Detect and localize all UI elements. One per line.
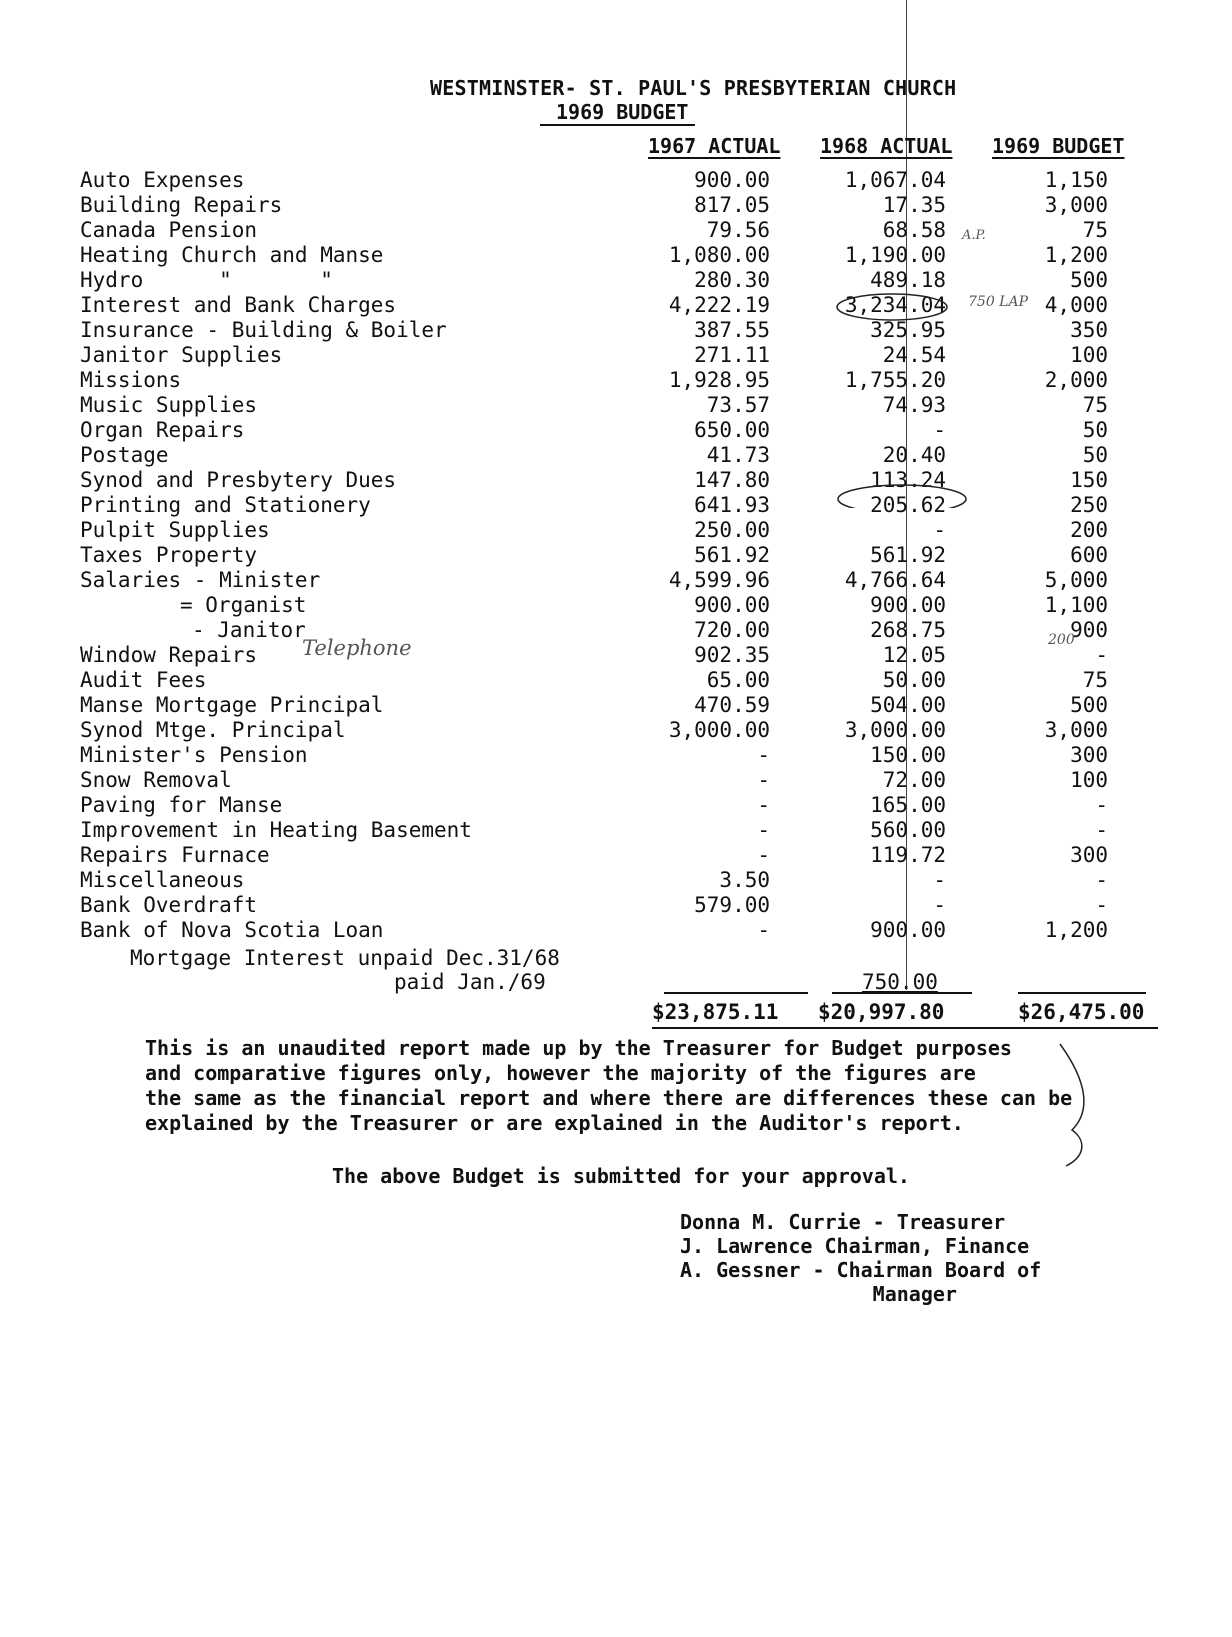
value-1968: 17.35	[882, 193, 946, 217]
value-1968: 268.75	[870, 618, 946, 642]
handwritten-200: 200	[1048, 632, 1075, 648]
table-row	[0, 518, 1232, 543]
value-1967: 1,928.95	[668, 368, 770, 392]
value-1968: 325.95	[870, 318, 946, 342]
value-1967: 65.00	[706, 668, 770, 692]
value-1969: 500	[1070, 693, 1108, 717]
value-1969: 50	[1082, 418, 1108, 442]
table-row	[0, 793, 1232, 818]
row-label: Interest and Bank Charges	[80, 293, 397, 317]
value-1969: 500	[1070, 268, 1108, 292]
total-1968: $20,997.80	[818, 1000, 945, 1024]
table-row	[0, 868, 1232, 893]
value-1967: -	[757, 793, 770, 817]
handwritten-circles	[832, 288, 968, 508]
row-label: Canada Pension	[80, 218, 258, 242]
value-1968: 119.72	[870, 843, 946, 867]
value-1969: 1,200	[1044, 243, 1108, 267]
row-label: Postage	[80, 443, 169, 467]
value-1967: 147.80	[694, 468, 770, 492]
value-1968: 504.00	[870, 693, 946, 717]
value-1967: 271.11	[694, 343, 770, 367]
value-1969: 3,000	[1044, 718, 1108, 742]
row-label: Pulpit Supplies	[80, 518, 270, 542]
value-1969: 600	[1070, 543, 1108, 567]
value-1968: 72.00	[882, 768, 946, 792]
row-label: Salaries - Minister	[80, 568, 321, 592]
signature-board-cont: Manager	[680, 1282, 957, 1306]
value-1968: 1,755.20	[844, 368, 946, 392]
row-label: Snow Removal	[80, 768, 232, 792]
value-1969: 75	[1082, 218, 1108, 242]
table-row	[0, 218, 1232, 243]
handwritten-ap: A.P.	[962, 228, 986, 243]
row-label: Hydro " "	[80, 268, 333, 292]
table-row	[0, 293, 1232, 318]
value-1968: 560.00	[870, 818, 946, 842]
row-label: Bank of Nova Scotia Loan	[80, 918, 384, 942]
row-label: Music Supplies	[80, 393, 258, 417]
value-1968: 50.00	[882, 668, 946, 692]
value-1968: 68.58	[882, 218, 946, 242]
row-label: = Organist	[180, 593, 307, 617]
row-label: Building Repairs	[80, 193, 283, 217]
value-1969: 75	[1082, 393, 1108, 417]
value-1967: -	[757, 743, 770, 767]
table-row	[0, 268, 1232, 293]
column-header-1967: 1967 ACTUAL	[648, 134, 781, 158]
value-1968: 205.62	[870, 493, 946, 517]
value-1969: 350	[1070, 318, 1108, 342]
value-1968: 900.00	[870, 918, 946, 942]
value-1969: 100	[1070, 343, 1108, 367]
row-label: Audit Fees	[80, 668, 207, 692]
value-1968: 4,766.64	[844, 568, 946, 592]
value-1968: 113.24	[870, 468, 946, 492]
row-label: Minister's Pension	[80, 743, 308, 767]
mortgage-interest-label: Mortgage Interest unpaid Dec.31/68	[130, 946, 560, 970]
row-label: Auto Expenses	[80, 168, 245, 192]
table-row	[0, 393, 1232, 418]
value-1969: 75	[1082, 668, 1108, 692]
table-row	[0, 718, 1232, 743]
row-label: Insurance - Building & Boiler	[80, 318, 447, 342]
handwritten-telephone: Telephone	[302, 636, 412, 660]
value-1968: 24.54	[882, 343, 946, 367]
table-row	[0, 168, 1232, 193]
value-1969: 3,000	[1044, 193, 1108, 217]
row-label: - Janitor	[192, 618, 306, 642]
total-underline	[652, 1027, 1158, 1029]
subtitle-underline	[540, 124, 695, 126]
row-label: Synod Mtge. Principal	[80, 718, 346, 742]
table-row	[0, 543, 1232, 568]
table-row	[0, 418, 1232, 443]
value-1968: 489.18	[870, 268, 946, 292]
value-1969: 150	[1070, 468, 1108, 492]
value-1969: -	[1095, 643, 1108, 667]
value-1967: 79.56	[706, 218, 770, 242]
value-1967: 650.00	[694, 418, 770, 442]
row-label: Bank Overdraft	[80, 893, 258, 917]
total-1967: $23,875.11	[652, 1000, 779, 1024]
row-label: Miscellaneous	[80, 868, 245, 892]
table-row	[0, 693, 1232, 718]
value-1968: 1,190.00	[844, 243, 946, 267]
value-1969: 50	[1082, 443, 1108, 467]
value-1969: 200	[1070, 518, 1108, 542]
value-1967: 720.00	[694, 618, 770, 642]
value-1967: 3,000.00	[668, 718, 770, 742]
value-1968: -	[933, 868, 946, 892]
signature-board: A. Gessner - Chairman Board of	[680, 1258, 1042, 1282]
table-row	[0, 843, 1232, 868]
table-row	[0, 318, 1232, 343]
row-label: Missions	[80, 368, 182, 392]
value-1967: 1,080.00	[668, 243, 770, 267]
value-1969: -	[1095, 818, 1108, 842]
approval-line: The above Budget is submitted for your approval.	[332, 1164, 910, 1188]
document-subtitle: 1969 BUDGET	[556, 100, 689, 124]
value-1968: -	[933, 518, 946, 542]
table-row	[0, 193, 1232, 218]
report-note: This is an unaudited report made up by the Treasurer for Budget purposes and comparative figures only, however the majority of the figures are the same as the financial report and where there are differences these can be explained by the Treasurer or are explained in the Auditor's report.	[145, 1036, 1073, 1135]
row-label: Repairs Furnace	[80, 843, 270, 867]
table-row	[0, 818, 1232, 843]
table-row	[0, 368, 1232, 393]
value-1967: 4,599.96	[668, 568, 770, 592]
value-1969: 1,200	[1044, 918, 1108, 942]
value-1968: 20.40	[882, 443, 946, 467]
value-1967: 250.00	[694, 518, 770, 542]
row-label: Taxes Property	[80, 543, 258, 567]
handwritten-750: 750 LAP	[968, 294, 1028, 310]
value-1967: 900.00	[694, 168, 770, 192]
value-1967: -	[757, 843, 770, 867]
value-1967: -	[757, 918, 770, 942]
table-row	[0, 668, 1232, 693]
value-1967: 641.93	[694, 493, 770, 517]
row-label: Janitor Supplies	[80, 343, 283, 367]
table-row	[0, 768, 1232, 793]
value-1969: 1,100	[1044, 593, 1108, 617]
value-1969: 1,150	[1044, 168, 1108, 192]
value-1968: 900.00	[870, 593, 946, 617]
table-row	[0, 343, 1232, 368]
value-1969: 5,000	[1044, 568, 1108, 592]
value-1968: -	[933, 893, 946, 917]
table-row	[0, 893, 1232, 918]
value-1967: 3.50	[719, 868, 770, 892]
value-1968: 12.05	[882, 643, 946, 667]
table-row	[0, 568, 1232, 593]
value-1969: 100	[1070, 768, 1108, 792]
mortgage-value-1968: 750.00	[862, 970, 938, 994]
handwritten-bracket	[1056, 1040, 1096, 1170]
value-1969: 250	[1070, 493, 1108, 517]
value-1969: 900	[1070, 618, 1108, 642]
value-1967: 41.73	[706, 443, 770, 467]
row-label: Manse Mortgage Principal	[80, 693, 384, 717]
total-1969: $26,475.00	[1018, 1000, 1145, 1024]
value-1967: 387.55	[694, 318, 770, 342]
value-1967: 902.35	[694, 643, 770, 667]
value-1968: 150.00	[870, 743, 946, 767]
table-row	[0, 243, 1232, 268]
row-label: Organ Repairs	[80, 418, 245, 442]
value-1967: 4,222.19	[668, 293, 770, 317]
value-1968: 74.93	[882, 393, 946, 417]
value-1969: -	[1095, 868, 1108, 892]
value-1969: -	[1095, 893, 1108, 917]
row-label: Synod and Presbytery Dues	[80, 468, 397, 492]
value-1968: 165.00	[870, 793, 946, 817]
signature-treasurer: Donna M. Currie - Treasurer	[680, 1210, 1006, 1234]
value-1967: 73.57	[706, 393, 770, 417]
mortgage-paid-label: paid Jan./69	[394, 970, 546, 994]
value-1967: -	[757, 818, 770, 842]
value-1967: 579.00	[694, 893, 770, 917]
column-header-1968: 1968 ACTUAL	[820, 134, 953, 158]
document-title: WESTMINSTER- ST. PAUL'S PRESBYTERIAN CHURCH	[430, 76, 957, 100]
value-1968: 561.92	[870, 543, 946, 567]
value-1968: -	[933, 418, 946, 442]
value-1967: 817.05	[694, 193, 770, 217]
row-label: Improvement in Heating Basement	[80, 818, 472, 842]
column-header-1969: 1969 BUDGET	[992, 134, 1125, 158]
value-1968: 1,067.04	[844, 168, 946, 192]
row-label: Heating Church and Manse	[80, 243, 384, 267]
total-rule-1968	[832, 992, 972, 994]
row-label: Paving for Manse	[80, 793, 283, 817]
total-rule-1967	[664, 992, 808, 994]
value-1969: 300	[1070, 843, 1108, 867]
table-row	[0, 593, 1232, 618]
value-1967: 280.30	[694, 268, 770, 292]
value-1969: 2,000	[1044, 368, 1108, 392]
value-1968: 3,000.00	[844, 718, 946, 742]
table-row	[0, 743, 1232, 768]
value-1967: -	[757, 768, 770, 792]
value-1967: 561.92	[694, 543, 770, 567]
row-label: Window Repairs	[80, 643, 258, 667]
value-1968: 3,234.04	[844, 293, 946, 317]
value-1969: -	[1095, 793, 1108, 817]
signature-finance: J. Lawrence Chairman, Finance	[680, 1234, 1030, 1258]
table-row	[0, 443, 1232, 468]
value-1967: 900.00	[694, 593, 770, 617]
table-row	[0, 918, 1232, 943]
value-1969: 4,000	[1044, 293, 1108, 317]
budget-table	[0, 168, 1232, 943]
table-row	[0, 493, 1232, 518]
value-1969: 300	[1070, 743, 1108, 767]
value-1967: 470.59	[694, 693, 770, 717]
total-rule-1969	[1018, 992, 1146, 994]
row-label: Printing and Stationery	[80, 493, 371, 517]
table-row	[0, 468, 1232, 493]
